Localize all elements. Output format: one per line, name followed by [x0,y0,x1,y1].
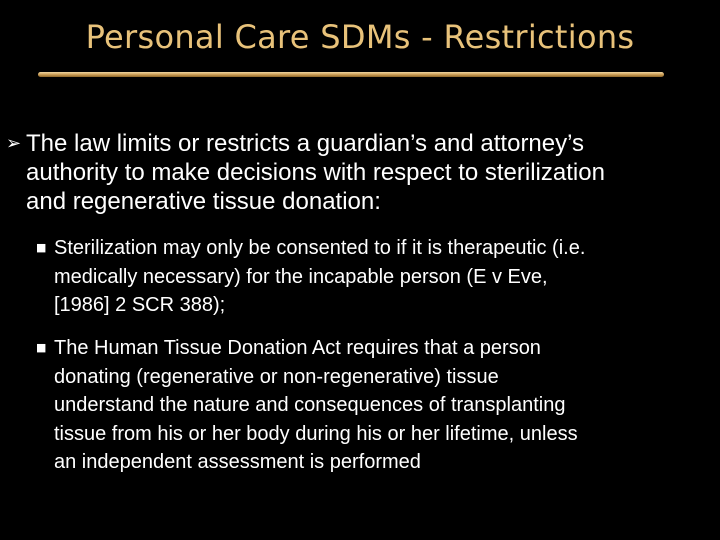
main-bullet-line: and regenerative tissue donation: [26,188,381,215]
main-bullet-line: authority to make decisions with respect to sterilization [26,159,605,186]
slide-title: Personal Care SDMs - Restrictions [85,18,635,56]
arrow-bullet-icon: ➢ [6,133,22,154]
title-divider [38,72,664,77]
sub-bullet-tissue-donation [36,334,716,477]
sub-bullet-line: The Human Tissue Donation Act requires that a person [54,337,541,359]
main-bullet-line: The law limits or restricts a guardian’s and attorney’s [26,130,585,157]
square-bullet-icon: ■ [36,241,47,254]
sub-bullet-sterilization [36,234,716,320]
sub-bullet-line: understand the nature and consequences of transplanting [54,394,566,416]
sub-bullet-line: [1986] 2 SCR 388); [54,294,226,316]
sub-bullet-line: medically necessary) for the incapable person (E v Eve, [54,265,548,288]
main-bullet-text [6,129,706,216]
sub-bullet-line: Sterilization may only be consented to if it is therapeutic (i.e. [54,237,586,259]
sub-bullet-line: donating (regenerative or non-regenerative) tissue [54,365,499,388]
square-bullet-icon: ■ [36,341,47,354]
sub-bullet-line: an independent assessment is performed [54,451,421,473]
sub-bullet-line: tissue from his or her body during his or her lifetime, unless [54,422,578,445]
main-bullet [6,129,706,216]
